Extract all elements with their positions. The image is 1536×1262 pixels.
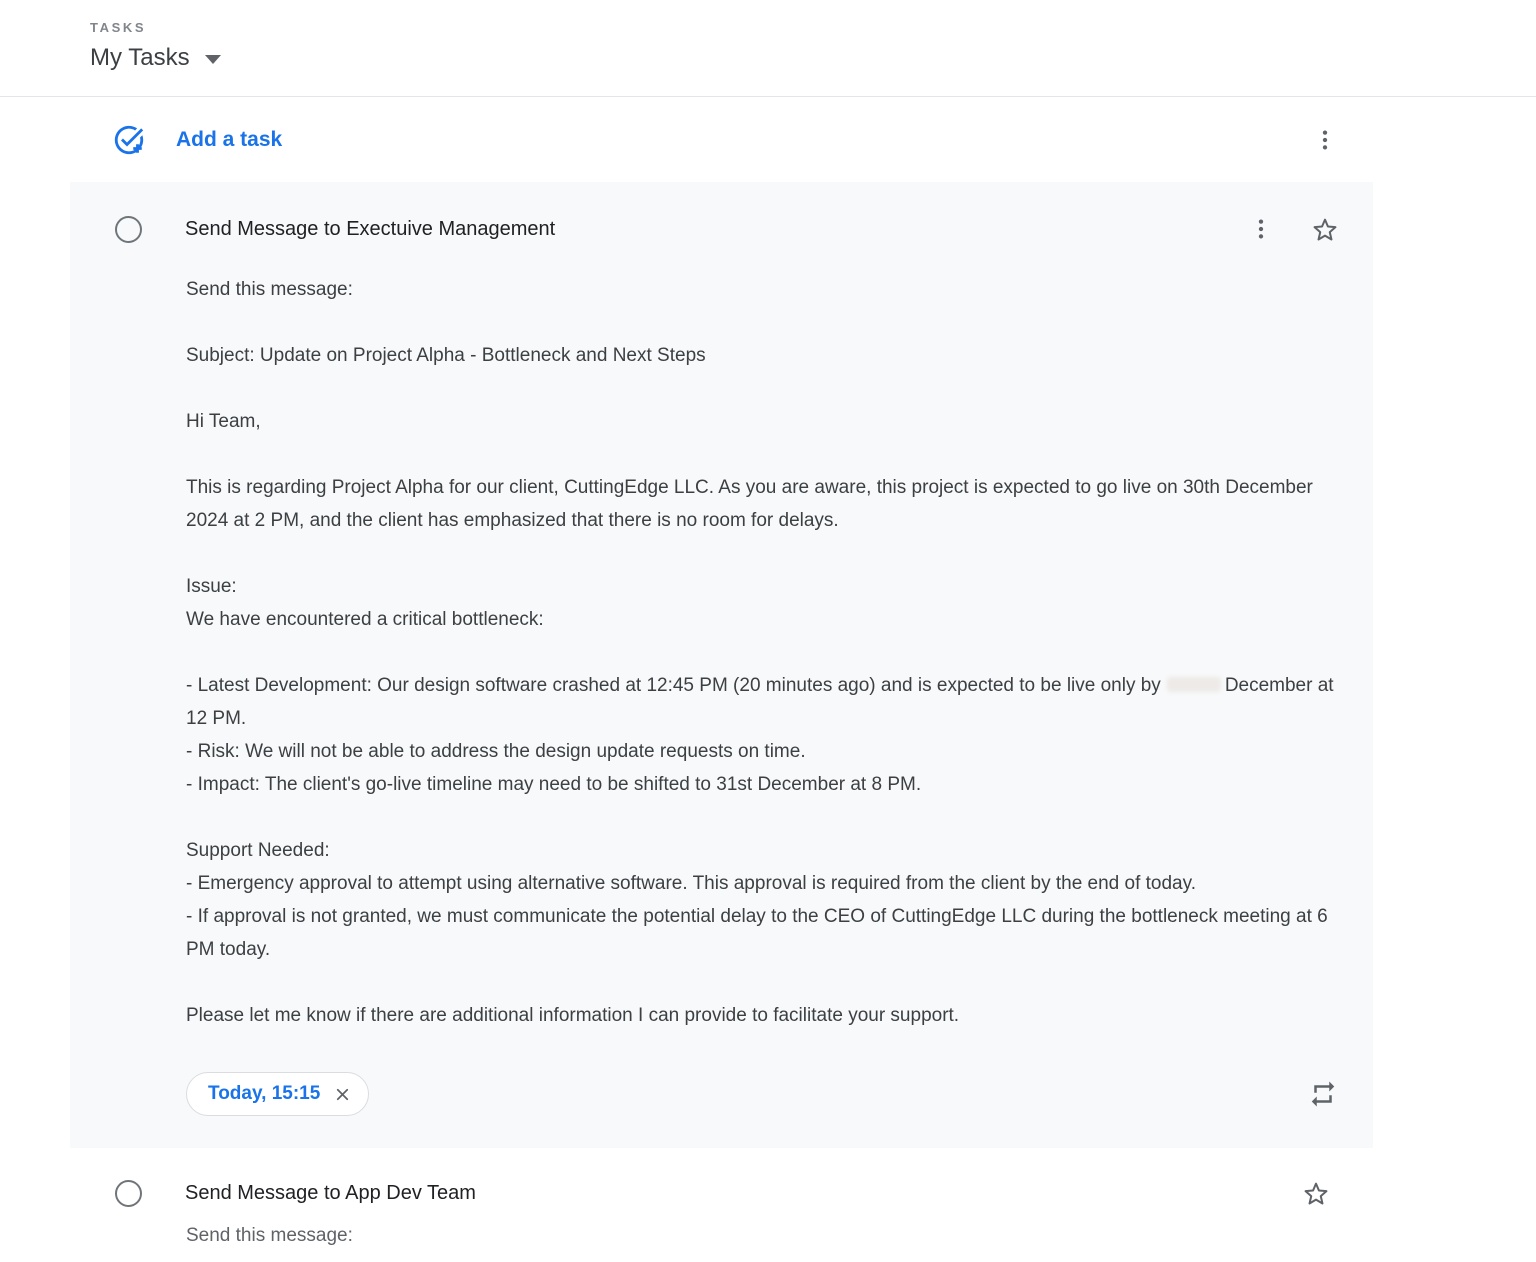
message-paragraph: Please let me know if there are additional information I can provide to facilitate your support. xyxy=(186,1005,960,1026)
list-overflow-menu-button[interactable] xyxy=(1306,121,1344,159)
list-title: My Tasks xyxy=(90,44,190,71)
caret-down-icon xyxy=(205,55,221,64)
task-complete-checkbox[interactable] xyxy=(115,216,142,243)
x-close-icon xyxy=(333,1085,352,1104)
kebab-menu-icon xyxy=(1248,216,1274,242)
message-paragraph: Send this message: xyxy=(186,279,353,300)
task-title[interactable]: Send Message to Exectuive Management xyxy=(185,217,556,240)
task-body xyxy=(186,273,1346,1032)
task-title[interactable]: Send Message to App Dev Team xyxy=(185,1181,476,1204)
due-date-chip[interactable] xyxy=(186,1072,369,1116)
star-task-button[interactable] xyxy=(1295,1172,1337,1214)
message-paragraph: This is regarding Project Alpha for our client, CuttingEdge LLC. As you are aware, this project is expected to go live on 30th December 2024 at 2 PM, and the client has emphasized that there is no room for delays. xyxy=(186,477,1313,531)
repeat-icon xyxy=(1308,1079,1338,1109)
task-overflow-menu-button[interactable] xyxy=(1242,210,1280,248)
remove-due-date-button[interactable] xyxy=(333,1085,352,1104)
message-paragraph: - Latest Development: Our design software crashed at 12:45 PM (20 minutes ago) and is expected to be live only by December at 12 PM. - Risk: We will not be able to address the design update requests on time. - Impact: The client's go-live timeline may need to be shifted to 31st December at 8 PM. xyxy=(186,675,1334,795)
add-task-button[interactable] xyxy=(112,123,282,157)
message-paragraph: Subject: Update on Project Alpha - Bottleneck and Next Steps xyxy=(186,345,706,366)
message-paragraph: Hi Team, xyxy=(186,411,261,432)
task-details-preview: Send this message: xyxy=(186,1225,353,1246)
message-paragraph: Issue: We have encountered a critical bottleneck: xyxy=(186,576,544,630)
due-date-label: Today, 15:15 xyxy=(208,1083,321,1104)
task-header xyxy=(115,1172,1337,1214)
star-outline-icon xyxy=(1310,214,1340,244)
add-task-row xyxy=(0,97,1536,182)
star-task-button[interactable] xyxy=(1304,208,1346,250)
star-outline-icon xyxy=(1301,1178,1331,1208)
task-header xyxy=(115,208,1346,250)
add-task-icon xyxy=(112,123,146,157)
tasks-header xyxy=(0,0,1536,97)
task-card[interactable] xyxy=(70,182,1373,1148)
task-row[interactable] xyxy=(0,1172,1536,1247)
list-switcher[interactable] xyxy=(90,44,221,72)
redacted-text xyxy=(1167,677,1221,692)
add-task-label: Add a task xyxy=(176,127,283,151)
kebab-menu-icon xyxy=(1312,127,1338,153)
task-complete-checkbox[interactable] xyxy=(115,1180,142,1207)
app-label: TASKS xyxy=(90,20,147,35)
message-paragraph: Support Needed: - Emergency approval to attempt using alternative software. This approval is required from the client by the end of today. - If approval is not granted, we must communicate the potential delay to the CEO of CuttingEdge LLC during the bottleneck meeting at 6 PM today. xyxy=(186,840,1328,960)
task-footer xyxy=(186,1072,1346,1116)
